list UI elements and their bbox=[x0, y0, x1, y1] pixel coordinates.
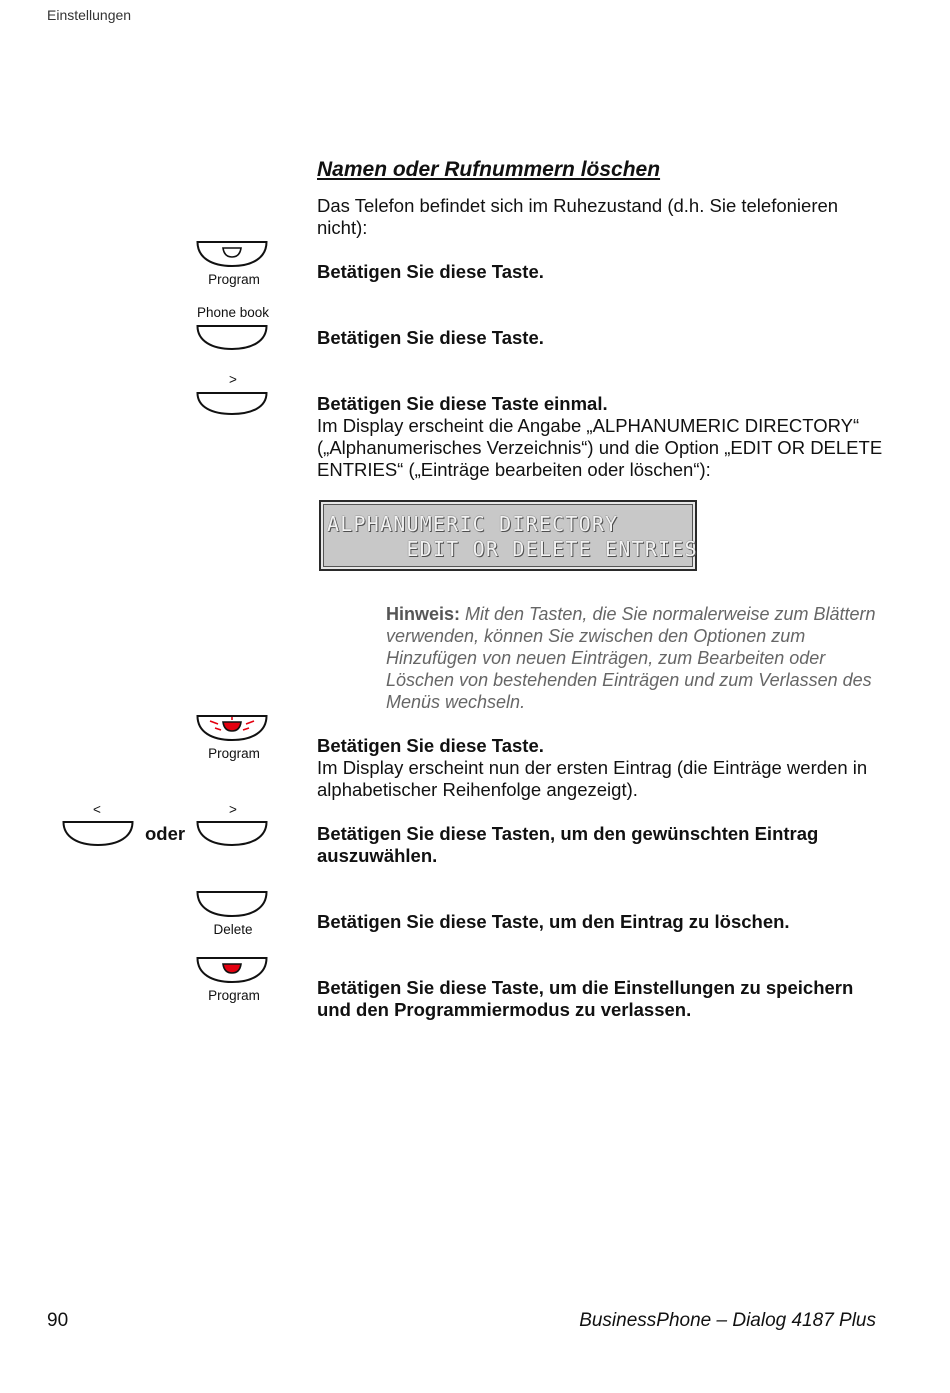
intro-text: Das Telefon befindet sich im Ruhezustand (d.h. Sie telefonieren nicht): bbox=[317, 195, 839, 238]
lcd-line-1: ALPHANUMERIC DIRECTORY bbox=[327, 512, 619, 536]
step-1-text: Betätigen Sie diese Taste. bbox=[317, 261, 544, 282]
note-text: Mit den Tasten, die Sie normalerweise zum Blättern verwenden, können Sie zwischen den Optionen zum Hinzufügen von neuen Einträgen, zum Bearbeiten oder Löschen von bestehenden Einträgen und zum Verlassen des Menüs wechseln. bbox=[386, 604, 876, 712]
delete-key-icon bbox=[196, 890, 268, 920]
key-label-right-arrow-2: > bbox=[229, 802, 237, 817]
step-4-bold-text: Betätigen Sie diese Taste. bbox=[317, 735, 544, 756]
key-label-delete: Delete bbox=[213, 922, 253, 937]
program-key-icon bbox=[196, 240, 268, 270]
program-key-flashing-icon bbox=[196, 714, 268, 744]
phone-book-key-icon bbox=[196, 324, 268, 352]
lcd-display bbox=[319, 500, 697, 571]
step-2-text: Betätigen Sie diese Taste. bbox=[317, 327, 544, 348]
key-label-left-arrow: < bbox=[93, 802, 101, 817]
key-label-program: Program bbox=[208, 272, 260, 287]
lcd-line-2: EDIT OR DELETE ENTRIES bbox=[327, 537, 698, 561]
right-arrow-key-icon bbox=[196, 391, 268, 417]
key-label-phone-book: Phone book bbox=[196, 305, 270, 320]
right-arrow-key-icon-2 bbox=[196, 820, 268, 848]
page-number: 90 bbox=[47, 1310, 69, 1331]
step-3-text: Im Display erscheint die Angabe „ALPHANUMERIC DIRECTORY“ („Alphanumerisches Verzeichnis“) und die Option „EDIT OR DELETE ENTRIES“ („Einträge bearbeiten oder löschen“): bbox=[317, 415, 883, 480]
key-label-program-2: Program bbox=[208, 746, 260, 761]
step-7-text: Betätigen Sie diese Taste, um die Einstellungen zu speichern und den Programmiermodus zu verlassen. bbox=[317, 977, 854, 1020]
left-arrow-key-icon bbox=[62, 820, 134, 848]
step-3-bold-text: Betätigen Sie diese Taste einmal. bbox=[317, 393, 608, 414]
step-6-text: Betätigen Sie diese Taste, um den Eintrag zu löschen. bbox=[317, 911, 790, 932]
program-key-led-on-icon bbox=[196, 956, 268, 986]
key-label-program-3: Program bbox=[208, 988, 260, 1003]
running-header: Einstellungen bbox=[47, 7, 132, 23]
or-label: oder bbox=[145, 823, 186, 844]
manual-title: BusinessPhone – Dialog 4187 Plus bbox=[579, 1310, 876, 1331]
step-4-text: Im Display erscheint nun der ersten Eintrag (die Einträge werden in alphabetischer Reihenfolge angezeigt). bbox=[317, 757, 868, 800]
step-5-text: Betätigen Sie diese Tasten, um den gewünschten Eintrag auszuwählen. bbox=[317, 823, 819, 866]
note-box bbox=[386, 603, 881, 713]
note-label: Hinweis: bbox=[386, 604, 461, 624]
key-label-right-arrow: > bbox=[229, 372, 237, 387]
section-title: Namen oder Rufnummern löschen bbox=[317, 158, 661, 181]
